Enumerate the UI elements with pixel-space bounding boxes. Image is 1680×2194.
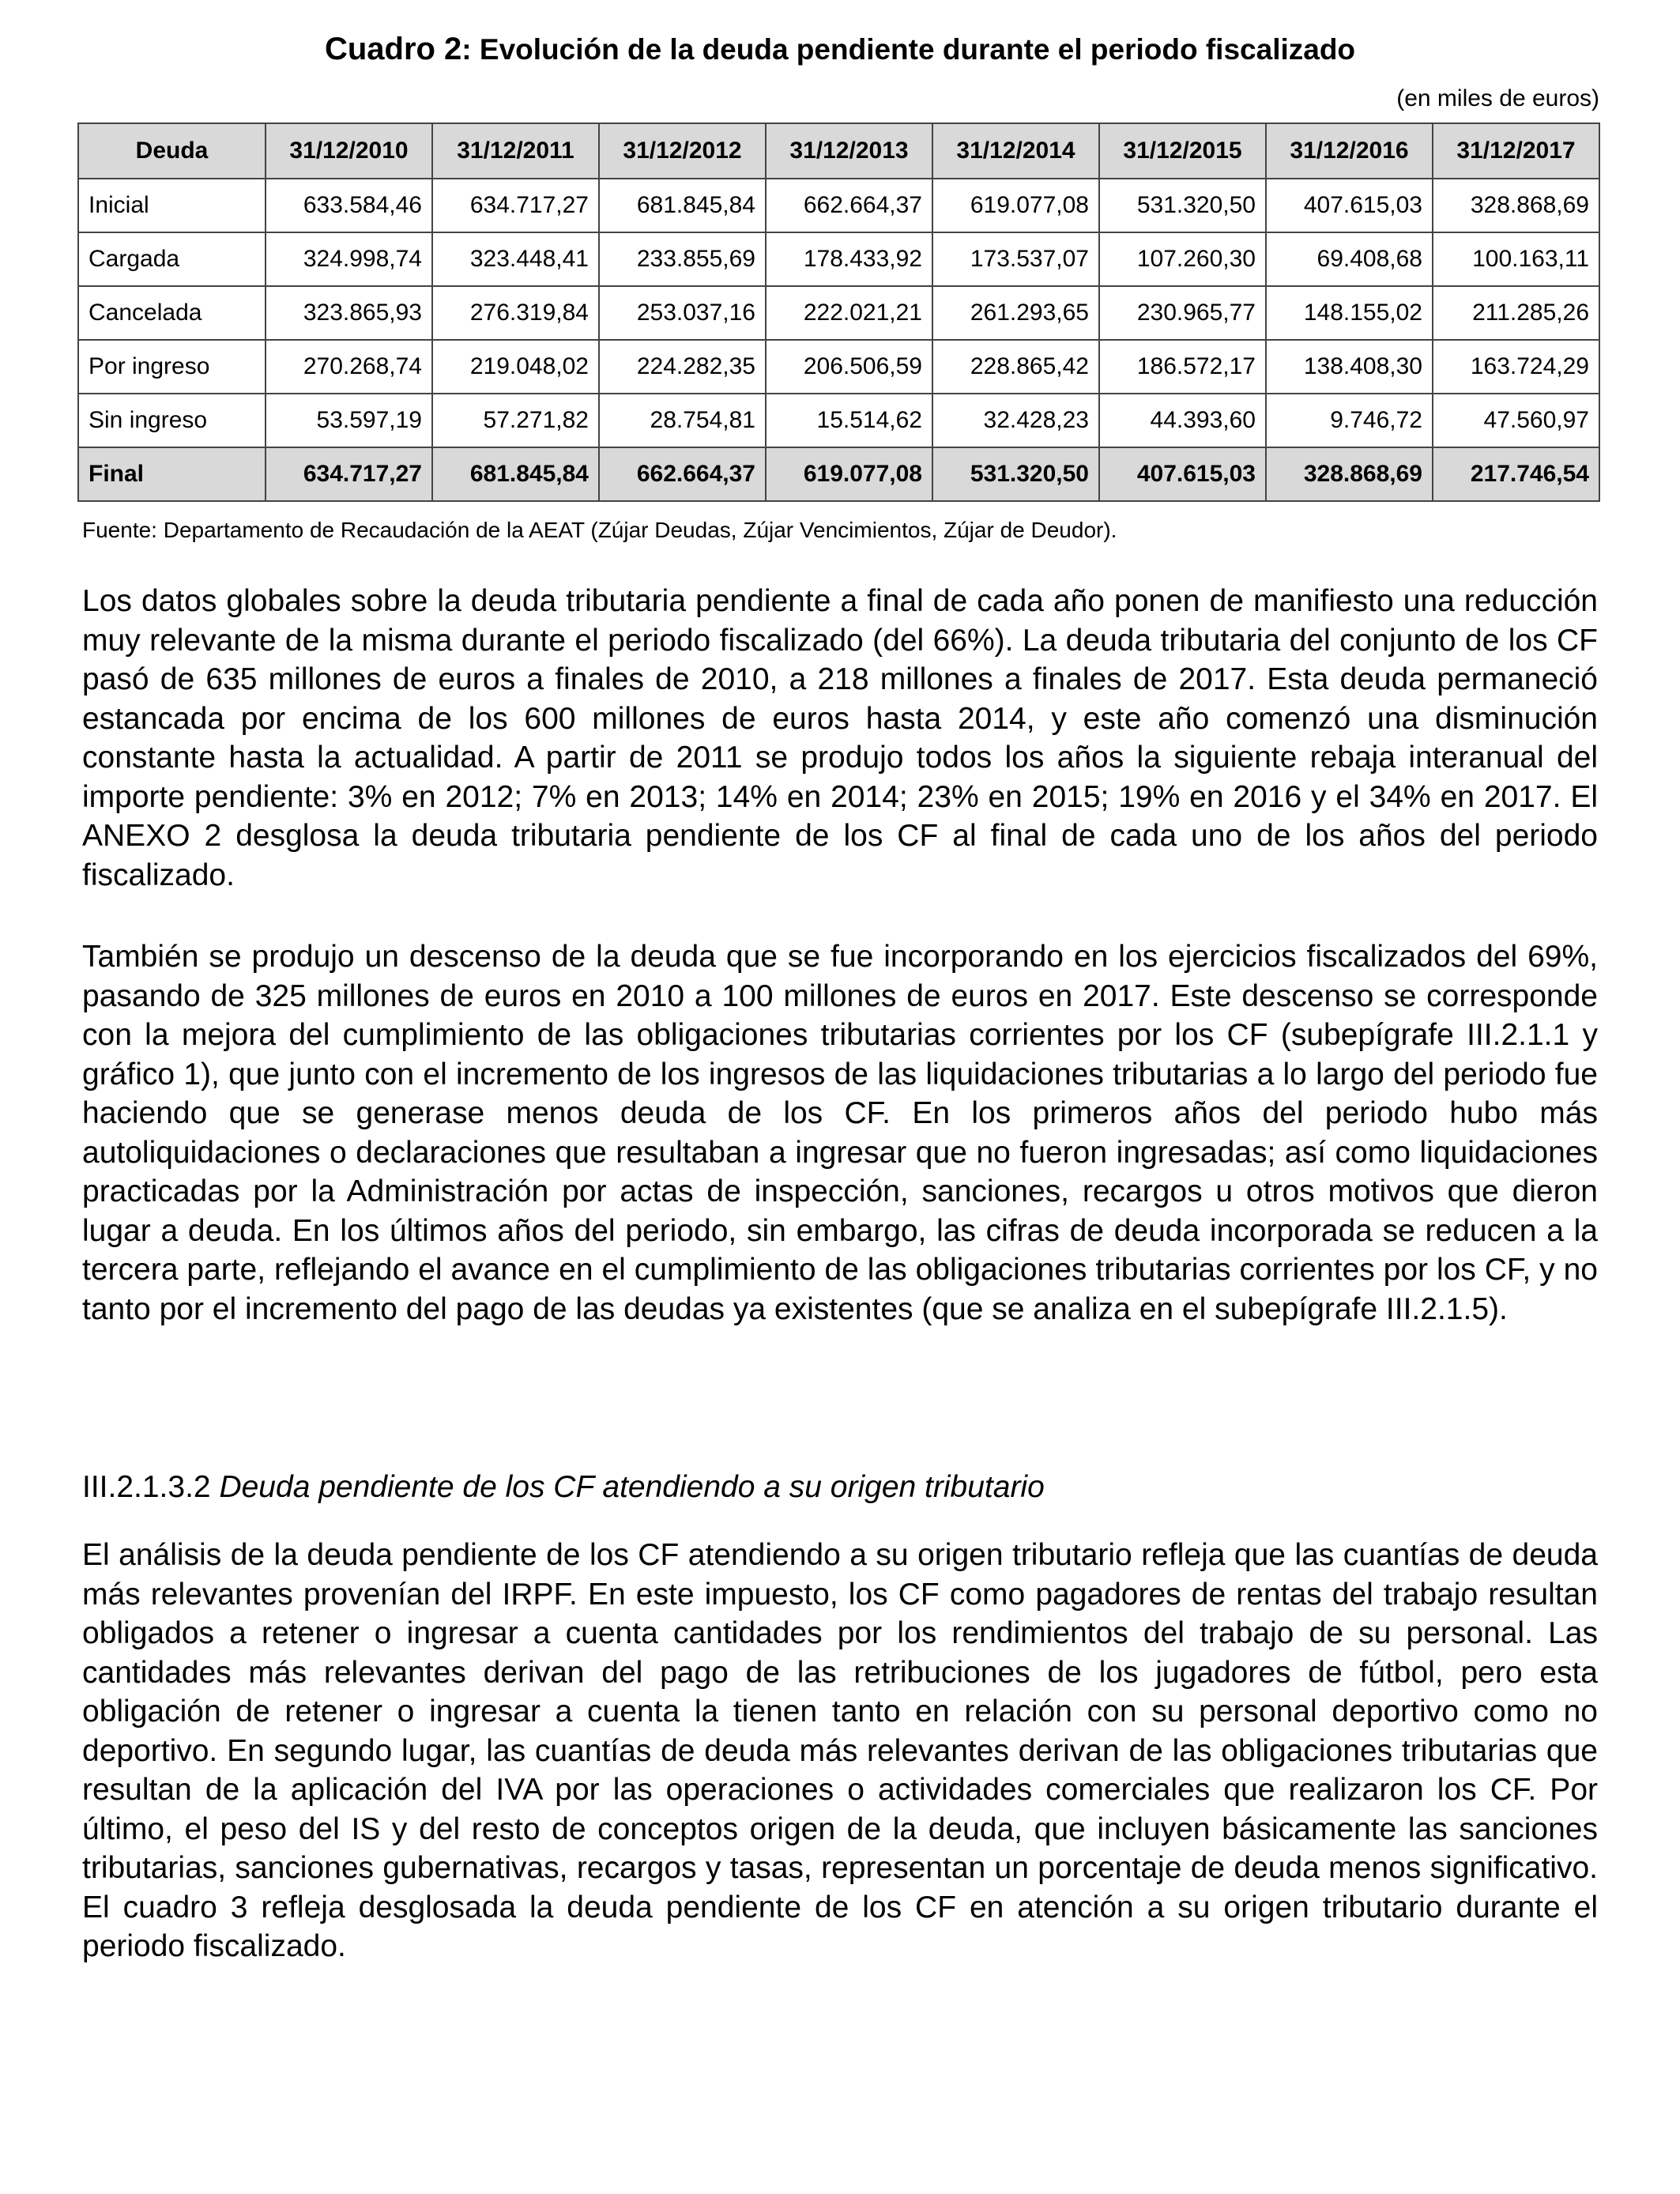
table-row xyxy=(78,286,1599,340)
table-cell: 15.514,62 xyxy=(766,394,932,447)
table-title-lead: Cuadro 2 xyxy=(324,32,462,66)
section-title: Deuda pendiente de los CF atendiendo a su origen tributario xyxy=(219,1470,1045,1504)
table-row xyxy=(78,179,1599,232)
table-cell: 224.282,35 xyxy=(599,340,766,394)
table-cell: 253.037,16 xyxy=(599,286,766,340)
table-header-row xyxy=(78,123,1599,179)
table-cell: 328.868,69 xyxy=(1433,179,1599,232)
column-header: Deuda xyxy=(78,123,266,179)
table-cell: 230.965,77 xyxy=(1099,286,1266,340)
table-cell: 276.319,84 xyxy=(432,286,599,340)
column-header: 31/12/2016 xyxy=(1266,123,1433,179)
table-cell: 662.664,37 xyxy=(599,447,766,501)
table-cell: 44.393,60 xyxy=(1099,394,1266,447)
row-label: Cargada xyxy=(78,232,266,286)
column-header: 31/12/2014 xyxy=(932,123,1099,179)
column-header: 31/12/2011 xyxy=(432,123,599,179)
table-cell: 270.268,74 xyxy=(266,340,432,394)
table-cell: 323.448,41 xyxy=(432,232,599,286)
table-row xyxy=(78,232,1599,286)
table-cell: 186.572,17 xyxy=(1099,340,1266,394)
column-header: 31/12/2015 xyxy=(1099,123,1266,179)
row-label: Sin ingreso xyxy=(78,394,266,447)
table-cell: 407.615,03 xyxy=(1266,179,1433,232)
table-cell: 261.293,65 xyxy=(932,286,1099,340)
body-paragraph-1: Los datos globales sobre la deuda tributaria pendiente a final de cada año ponen de manifiesto una reducción muy relevante de la misma durante el periodo fiscalizado (del 66%). La deuda tributaria del conjunto de los CF pasó de 635 millones de euros a finales de 2010, a 218 millones a finales de 2017. Esta deuda permaneció estancada por encima de los 600 millones de euros hasta 2014, y este año comenzó una disminución constante hasta la actualidad. A partir de 2011 se produjo todos los años la siguiente rebaja interanual del importe pendiente: 3% en 2012; 7% en 2013; 14% en 2014; 23% en 2015; 19% en 2016 y el 34% en 2017. El ANEXO 2 desglosa la deuda tributaria pendiente de los CF al final de cada uno de los años del periodo fiscalizado. xyxy=(82,584,1598,892)
table-title xyxy=(0,32,1680,67)
section-heading xyxy=(82,1470,1045,1505)
table-row xyxy=(78,340,1599,394)
table-cell: 634.717,27 xyxy=(432,179,599,232)
row-label: Final xyxy=(78,447,266,501)
table-cell: 211.285,26 xyxy=(1433,286,1599,340)
section-number: III.2.1.3.2 xyxy=(82,1470,211,1504)
table-row xyxy=(78,394,1599,447)
table-cell: 69.408,68 xyxy=(1266,232,1433,286)
row-label: Cancelada xyxy=(78,286,266,340)
table-cell: 323.865,93 xyxy=(266,286,432,340)
table-title-text: : Evolución de la deuda pendiente durante el periodo fiscalizado xyxy=(461,33,1356,66)
column-header: 31/12/2017 xyxy=(1433,123,1599,179)
table-cell: 634.717,27 xyxy=(266,447,432,501)
body-paragraph-3: El análisis de la deuda pendiente de los CF atendiendo a su origen tributario refleja que las cuantías de deuda más relevantes provenían del IRPF. En este impuesto, los CF como pagadores de rentas del trabajo resultan obligados a retener o ingresar a cuenta cantidades por los rendimientos del trabajo de su personal. Las cantidades más relevantes derivan del pago de las retribuciones de los jugadores de fútbol, pero esta obligación de retener o ingresar a cuenta la tienen tanto en relación con su personal deportivo como no deportivo. En segundo lugar, las cuantías de deuda más relevantes derivan de las obligaciones tributarias que resultan de la aplicación del IVA por las operaciones o actividades comerciales que realizaron los CF. Por último, el peso del IS y del resto de conceptos origen de la deuda, que incluyen básicamente las sanciones tributarias, sanciones gubernativas, recargos y tasas, representan un porcentaje de deuda menos significativo. El cuadro 3 refleja desglosada la deuda pendiente de los CF en atención a su origen tributario durante el periodo fiscalizado. xyxy=(82,1538,1598,1963)
table-cell: 178.433,92 xyxy=(766,232,932,286)
body-paragraph-2: También se produjo un descenso de la deuda que se fue incorporando en los ejercicios fiscalizados del 69%, pasando de 325 millones de euros en 2010 a 100 millones de euros en 2017. Este descenso se corresponde con la mejora del cumplimiento de las obligaciones tributarias corrientes por los CF (subepígrafe III.2.1.1 y gráfico 1), que junto con el incremento de los ingresos de las liquidaciones tributarias a lo largo del periodo fue haciendo que se generase menos deuda de los CF. En los primeros años del periodo hubo más autoliquidaciones o declaraciones que resultaban a ingresar que no fueron ingresadas; así como liquidaciones practicadas por la Administración por actas de inspección, sanciones, recargos u otros motivos que dieron lugar a deuda. En los últimos años del periodo, sin embargo, las cifras de deuda incorporada se reducen a la tercera parte, reflejando el avance en el cumplimiento de las obligaciones tributarias corrientes por los CF, y no tanto por el incremento del pago de las deudas ya existentes (que se analiza en el subepígrafe III.2.1.5). xyxy=(82,940,1598,1326)
table-cell: 100.163,11 xyxy=(1433,232,1599,286)
table-cell: 681.845,84 xyxy=(432,447,599,501)
table-cell: 407.615,03 xyxy=(1099,447,1266,501)
table-cell: 47.560,97 xyxy=(1433,394,1599,447)
table-cell: 228.865,42 xyxy=(932,340,1099,394)
table-cell: 163.724,29 xyxy=(1433,340,1599,394)
table-cell: 681.845,84 xyxy=(599,179,766,232)
table-cell: 531.320,50 xyxy=(1099,179,1266,232)
table-cell: 32.428,23 xyxy=(932,394,1099,447)
table-units: (en miles de euros) xyxy=(1396,85,1599,111)
table-cell: 531.320,50 xyxy=(932,447,1099,501)
column-header: 31/12/2013 xyxy=(766,123,932,179)
table-cell: 107.260,30 xyxy=(1099,232,1266,286)
table-cell: 138.408,30 xyxy=(1266,340,1433,394)
table-cell: 233.855,69 xyxy=(599,232,766,286)
row-label: Por ingreso xyxy=(78,340,266,394)
table-cell: 222.021,21 xyxy=(766,286,932,340)
table-cell: 619.077,08 xyxy=(766,447,932,501)
column-header: 31/12/2012 xyxy=(599,123,766,179)
table-cell: 206.506,59 xyxy=(766,340,932,394)
table-cell: 619.077,08 xyxy=(932,179,1099,232)
column-header: 31/12/2010 xyxy=(266,123,432,179)
table-row-final xyxy=(78,447,1599,501)
table-cell: 633.584,46 xyxy=(266,179,432,232)
table-cell: 328.868,69 xyxy=(1266,447,1433,501)
table-cell: 173.537,07 xyxy=(932,232,1099,286)
table-cell: 148.155,02 xyxy=(1266,286,1433,340)
table-cell: 217.746,54 xyxy=(1433,447,1599,501)
table-cell: 57.271,82 xyxy=(432,394,599,447)
table-cell: 662.664,37 xyxy=(766,179,932,232)
table-source-note: Fuente: Departamento de Recaudación de la AEAT (Zújar Deudas, Zújar Vencimientos, Zújar de Deudor). xyxy=(82,518,1117,542)
table-cell: 28.754,81 xyxy=(599,394,766,447)
table-cell: 9.746,72 xyxy=(1266,394,1433,447)
table-cell: 219.048,02 xyxy=(432,340,599,394)
debt-table xyxy=(77,123,1600,502)
row-label: Inicial xyxy=(78,179,266,232)
table-cell: 53.597,19 xyxy=(266,394,432,447)
table-cell: 324.998,74 xyxy=(266,232,432,286)
